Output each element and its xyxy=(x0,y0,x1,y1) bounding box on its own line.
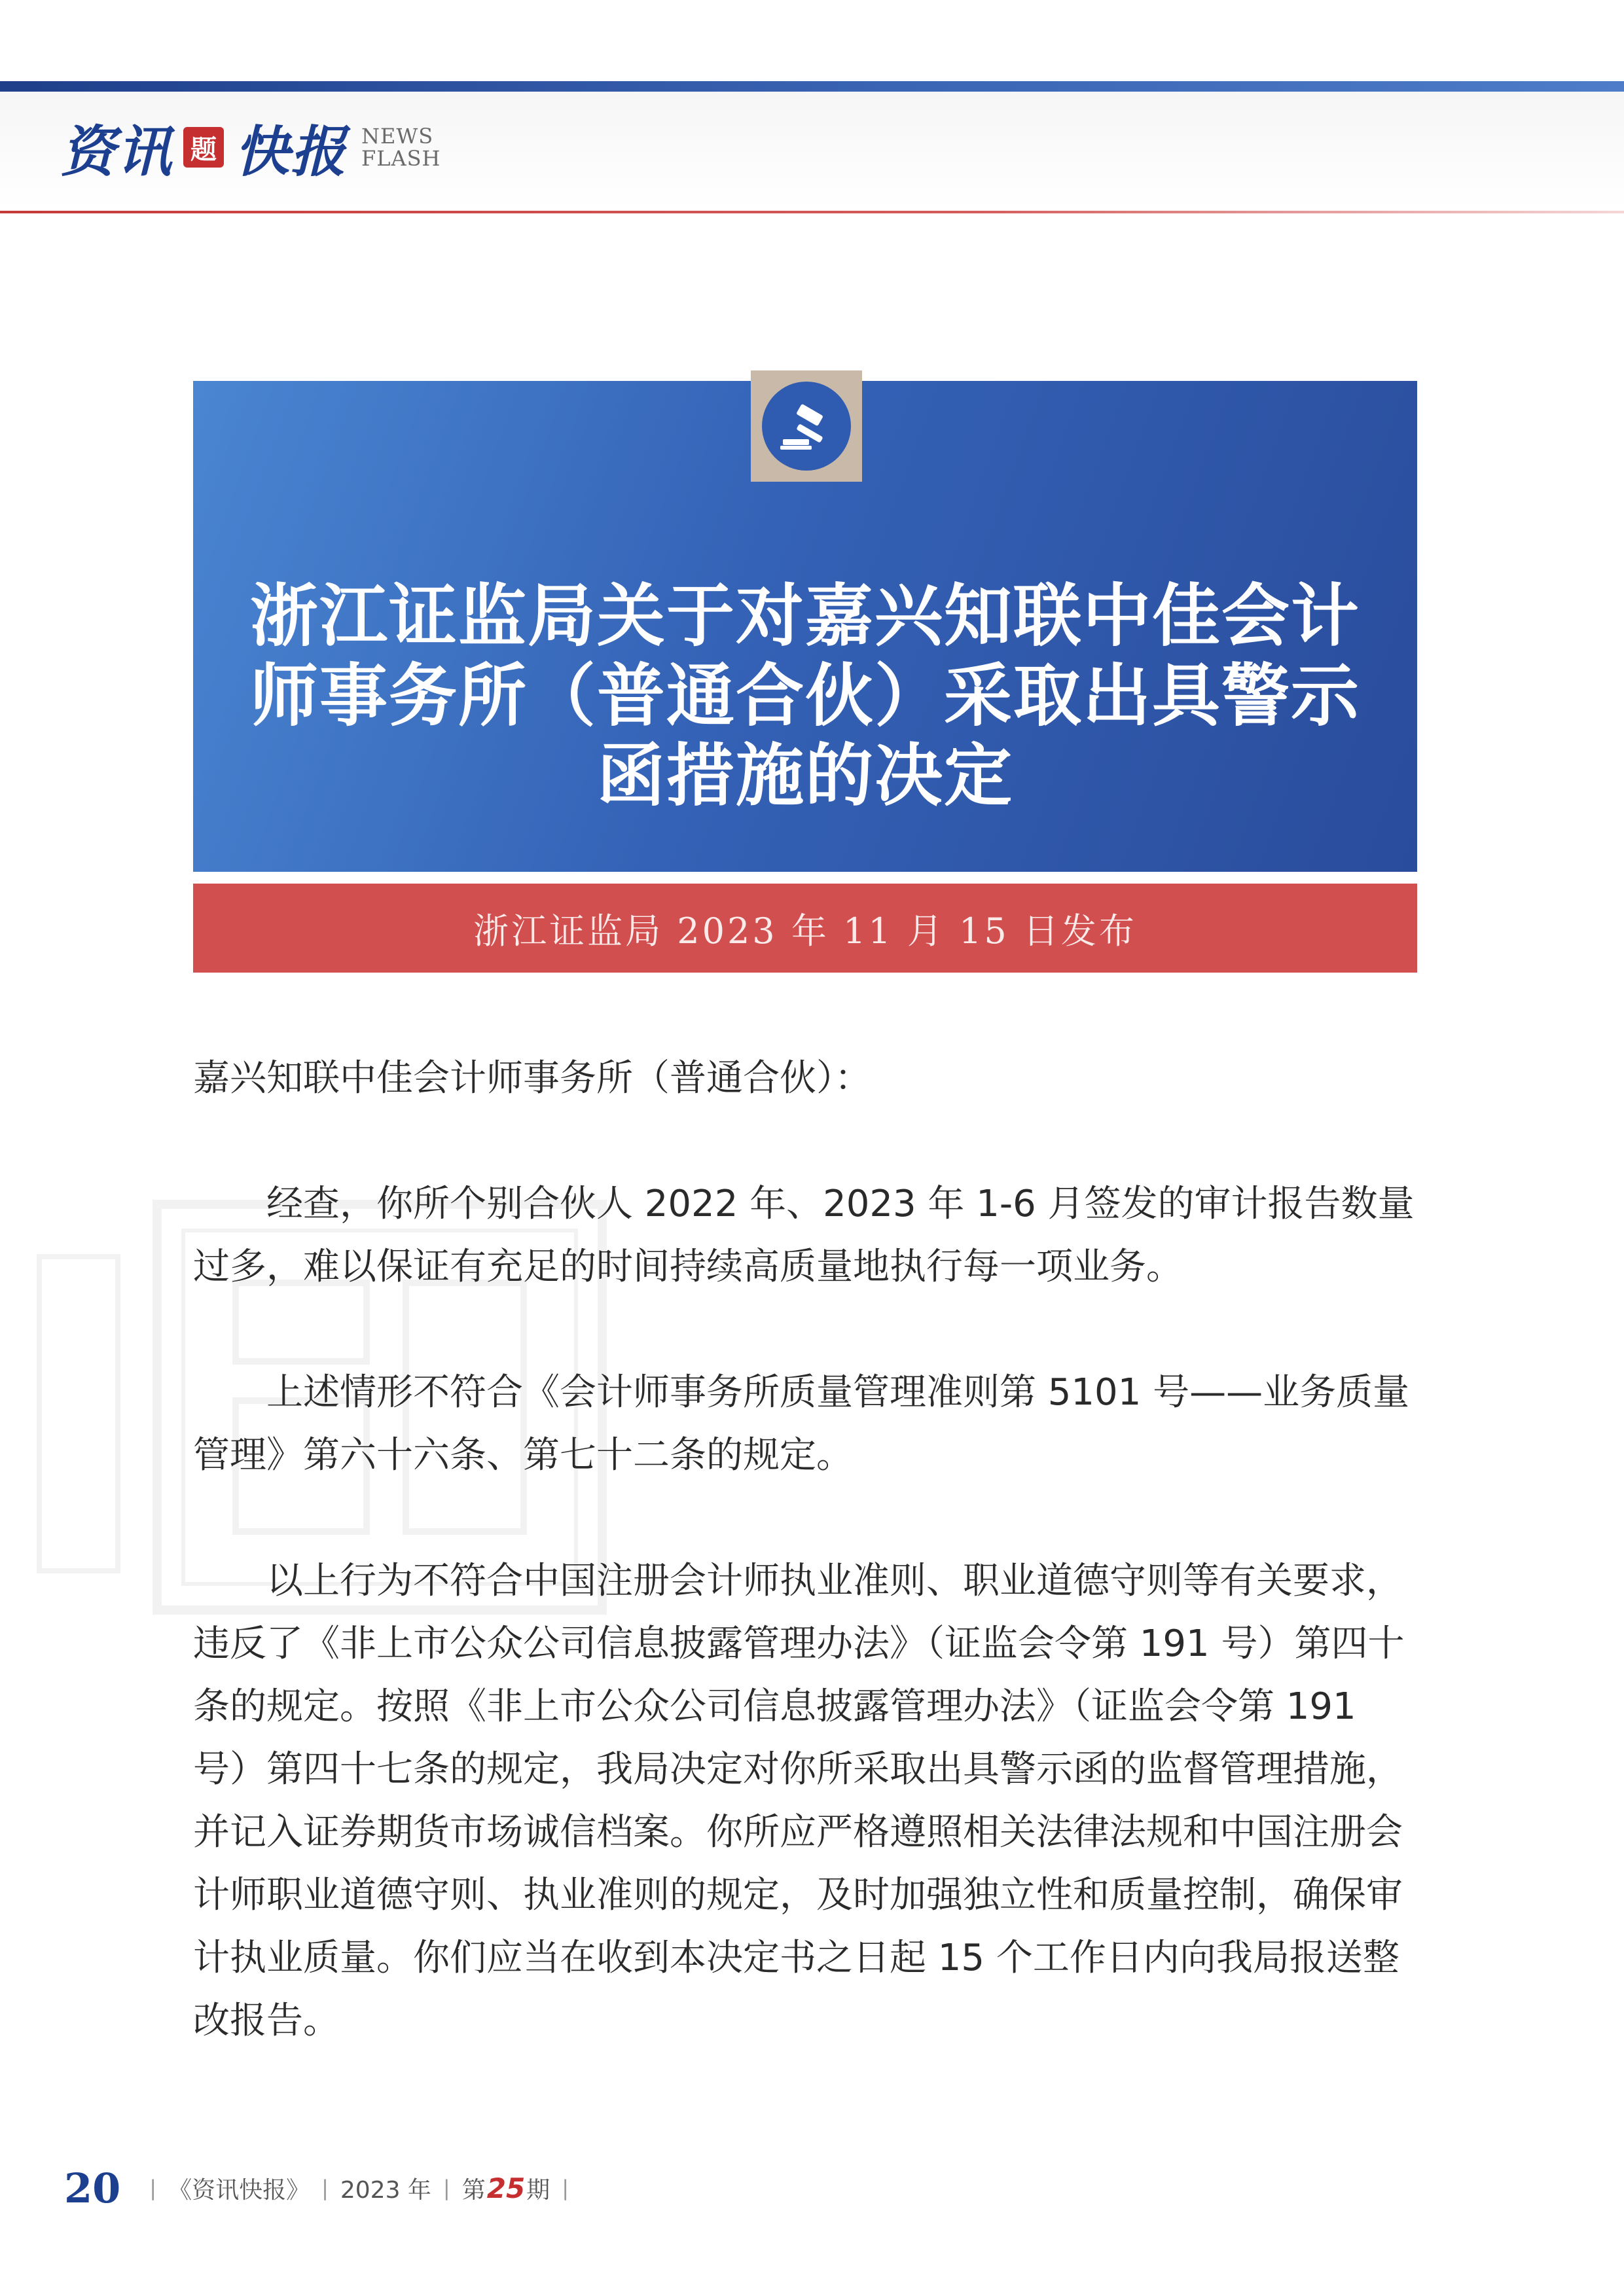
issue-number: 25 xyxy=(486,2172,526,2204)
publish-dateline: 浙江证监局 2023 年 11 月 15 日发布 xyxy=(193,884,1417,973)
gavel-badge xyxy=(751,370,862,482)
brand-seal: 题 xyxy=(183,127,224,168)
page-footer xyxy=(64,2165,581,2211)
issue-suffix: 期 xyxy=(526,2176,550,2204)
top-stripe xyxy=(0,81,1624,92)
page-number: 20 xyxy=(64,2164,121,2212)
paragraph-2: 上述情形不符合《会计师事务所质量管理准则第 5101 号——业务质量管理》第六十六条、第七十二条的规定。 xyxy=(193,1371,1410,1477)
footer-separator: | xyxy=(321,2176,329,2200)
issue-year: 2023 年 xyxy=(340,2176,431,2204)
paragraph-1: 经查，你所个别合伙人 2022 年、2023 年 1-6 月签发的审计报告数量过多，难以保证有充足的时间持续高质量地执行每一项业务。 xyxy=(193,1183,1415,1288)
salutation: 嘉兴知联中佳会计师事务所（普通合伙）： xyxy=(193,1057,871,1100)
issue-prefix: 第 xyxy=(461,2176,486,2204)
title-line-2: 师事务所（普通合伙）采取出具警示 xyxy=(249,656,1360,736)
title-line-3: 函措施的决定 xyxy=(596,736,1013,816)
title-line-1: 浙江证监局关于对嘉兴知联中佳会计 xyxy=(249,576,1360,656)
brand-en xyxy=(361,125,441,170)
brand-en-line2: FLASH xyxy=(361,146,441,171)
brand-text-2: 快报 xyxy=(234,118,348,184)
page-title xyxy=(193,576,1417,816)
paragraph-3: 以上行为不符合中国注册会计师执业准则、职业道德守则等有关要求，违反了《非上市公众公司信息披露管理办法》（证监会令第 191 号）第四十条的规定。按照《非上市公众公司信息披露管理办法》（证监会令第 191 号）第四十七条的规定，我局决定对你所采取出具警示函的监督管理措施，并记入证券期货市场诚信档案。你所应严格遵照相关法律法规和中国注册会计师职业道德守则、执业准则的规定，及时加强独立性和质量控制，确保审计执业质量。你们应当在收到本决定书之日起 15 个工作日内向我局报送整改报告。 xyxy=(193,1560,1405,2042)
footer-separator: | xyxy=(562,2176,569,2200)
brand-en-line1: NEWS xyxy=(361,124,434,149)
gavel-icon xyxy=(776,396,837,456)
publication-name: 《资讯快报》 xyxy=(168,2176,310,2204)
article-body xyxy=(193,1047,1417,2053)
footer-separator: | xyxy=(149,2176,157,2200)
brand-text-1: 资讯 xyxy=(60,118,173,184)
masthead-rule xyxy=(0,211,1624,213)
footer-separator: | xyxy=(442,2176,450,2200)
gavel-circle xyxy=(762,382,851,471)
brand-logo xyxy=(60,111,441,183)
